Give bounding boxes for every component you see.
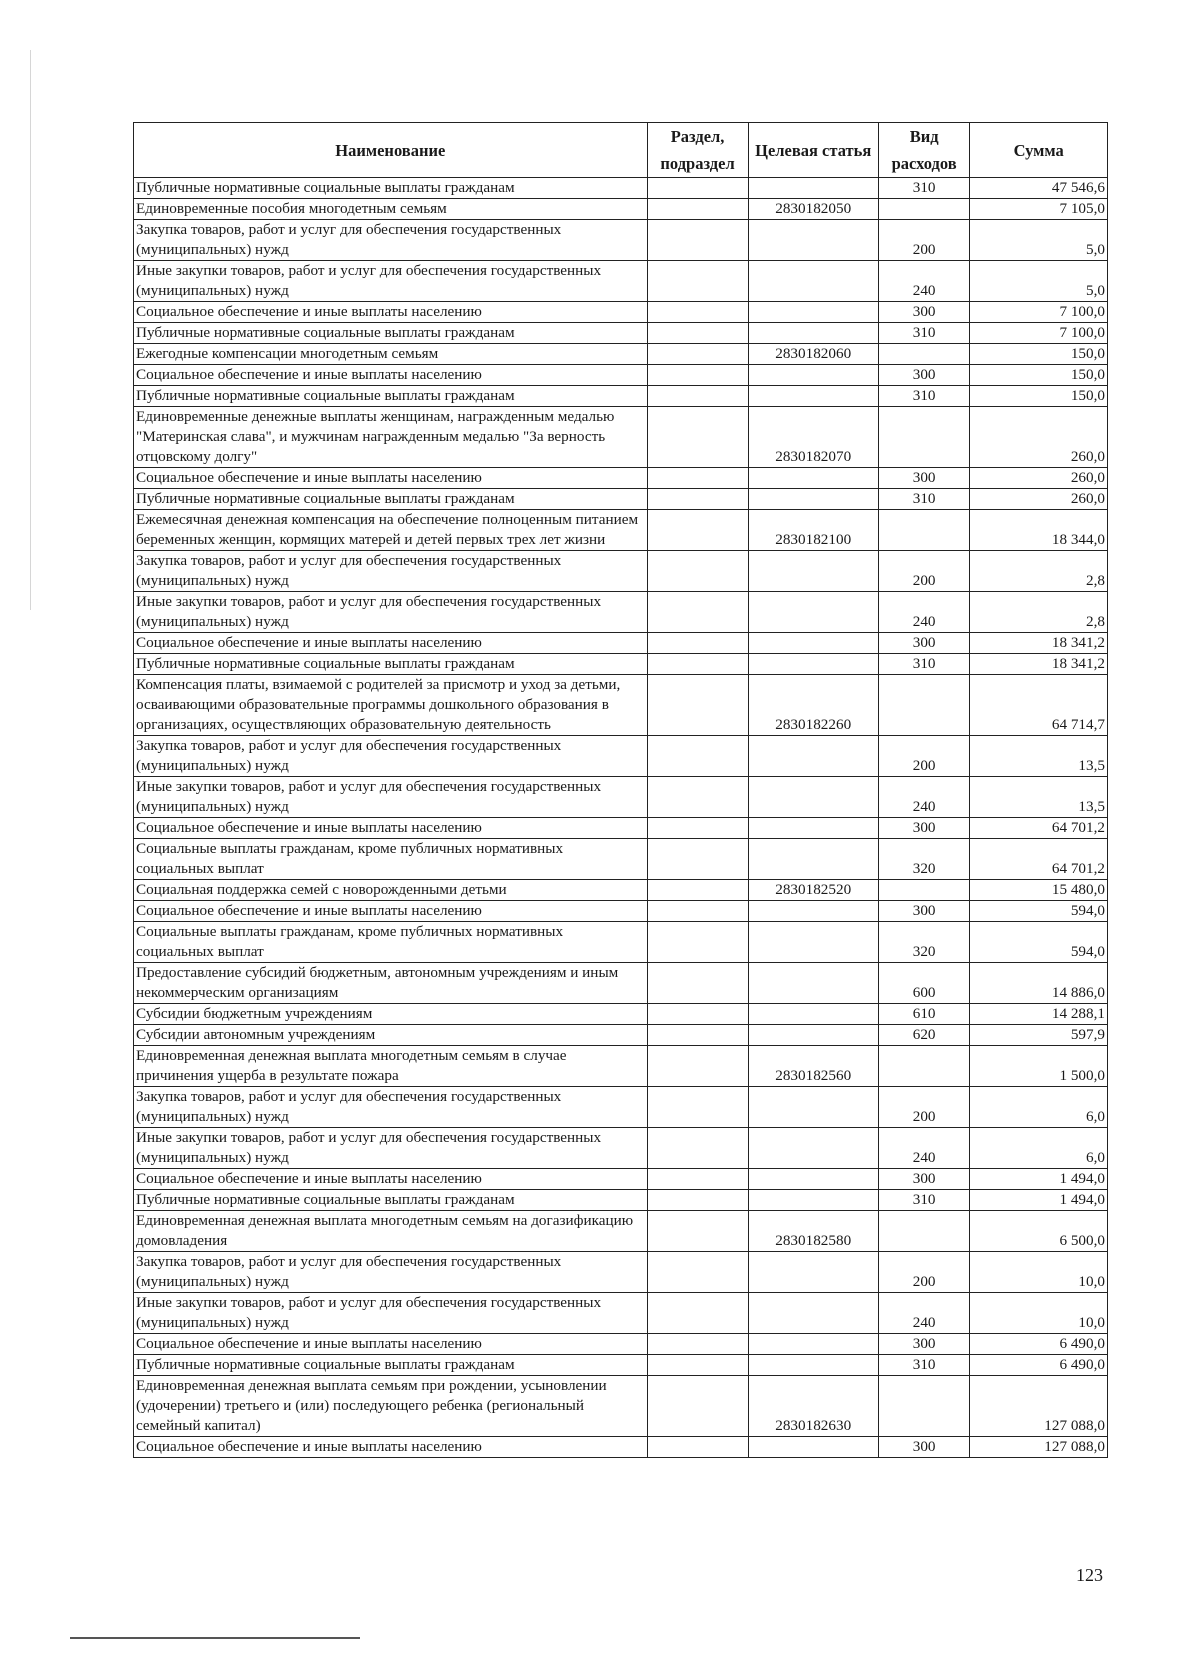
cell-section bbox=[647, 1025, 748, 1046]
cell-article: 2830182630 bbox=[748, 1376, 878, 1437]
cell-article bbox=[748, 1169, 878, 1190]
cell-sum: 2,8 bbox=[970, 551, 1108, 592]
cell-article: 2830182060 bbox=[748, 344, 878, 365]
cell-article: 2830182560 bbox=[748, 1046, 878, 1087]
cell-sum: 14 288,1 bbox=[970, 1004, 1108, 1025]
table-header-row bbox=[134, 123, 1108, 178]
cell-type: 610 bbox=[878, 1004, 970, 1025]
cell-name: Ежегодные компенсации многодетным семьям bbox=[134, 344, 648, 365]
table-row bbox=[134, 736, 1108, 777]
table-row bbox=[134, 1293, 1108, 1334]
table-row bbox=[134, 261, 1108, 302]
cell-name: Единовременные пособия многодетным семьям bbox=[134, 199, 648, 220]
cell-type: 200 bbox=[878, 551, 970, 592]
table-row bbox=[134, 489, 1108, 510]
cell-type: 310 bbox=[878, 386, 970, 407]
cell-article bbox=[748, 963, 878, 1004]
table-row bbox=[134, 1046, 1108, 1087]
cell-section bbox=[647, 633, 748, 654]
cell-article bbox=[748, 1087, 878, 1128]
table-row bbox=[134, 1334, 1108, 1355]
cell-section bbox=[647, 1334, 748, 1355]
cell-name: Иные закупки товаров, работ и услуг для обеспечения государственных (муниципальных) нужд bbox=[134, 1128, 648, 1169]
cell-section bbox=[647, 344, 748, 365]
cell-article bbox=[748, 901, 878, 922]
cell-article bbox=[748, 323, 878, 344]
cell-type: 310 bbox=[878, 1355, 970, 1376]
cell-article bbox=[748, 1437, 878, 1458]
cell-name: Компенсация платы, взимаемой с родителей за присмотр и уход за детьми, осваивающими образовательные программы дошкольного образования в организациях, осуществляющих образовательную деятельность bbox=[134, 675, 648, 736]
cell-name: Ежемесячная денежная компенсация на обеспечение полноценным питанием беременных женщин, кормящих матерей и детей первых трех лет жизни bbox=[134, 510, 648, 551]
cell-type bbox=[878, 344, 970, 365]
cell-name: Социальное обеспечение и иные выплаты населению bbox=[134, 1437, 648, 1458]
cell-article bbox=[748, 633, 878, 654]
cell-type: 300 bbox=[878, 1334, 970, 1355]
cell-sum: 597,9 bbox=[970, 1025, 1108, 1046]
cell-type: 300 bbox=[878, 468, 970, 489]
table-row bbox=[134, 963, 1108, 1004]
cell-name: Социальное обеспечение и иные выплаты населению bbox=[134, 365, 648, 386]
cell-section bbox=[647, 1355, 748, 1376]
cell-name: Субсидии бюджетным учреждениям bbox=[134, 1004, 648, 1025]
cell-article bbox=[748, 1025, 878, 1046]
cell-sum: 5,0 bbox=[970, 261, 1108, 302]
cell-name: Иные закупки товаров, работ и услуг для обеспечения государственных (муниципальных) нужд bbox=[134, 592, 648, 633]
table-row bbox=[134, 1211, 1108, 1252]
budget-table bbox=[133, 122, 1108, 1458]
header-article: Целевая статья bbox=[748, 123, 878, 178]
table-row bbox=[134, 1376, 1108, 1437]
cell-type: 240 bbox=[878, 1293, 970, 1334]
cell-sum: 13,5 bbox=[970, 777, 1108, 818]
cell-name: Закупка товаров, работ и услуг для обеспечения государственных (муниципальных) нужд bbox=[134, 736, 648, 777]
table-row bbox=[134, 220, 1108, 261]
cell-name: Публичные нормативные социальные выплаты гражданам bbox=[134, 386, 648, 407]
table-row bbox=[134, 1004, 1108, 1025]
cell-article: 2830182100 bbox=[748, 510, 878, 551]
cell-article bbox=[748, 1004, 878, 1025]
cell-name: Социальное обеспечение и иные выплаты населению bbox=[134, 633, 648, 654]
header-name: Наименование bbox=[134, 123, 648, 178]
cell-name: Иные закупки товаров, работ и услуг для обеспечения государственных (муниципальных) нужд bbox=[134, 777, 648, 818]
cell-type bbox=[878, 1211, 970, 1252]
cell-name: Публичные нормативные социальные выплаты гражданам bbox=[134, 654, 648, 675]
cell-name: Социальная поддержка семей с новорожденными детьми bbox=[134, 880, 648, 901]
cell-section bbox=[647, 1376, 748, 1437]
header-type: Вид расходов bbox=[878, 123, 970, 178]
cell-article bbox=[748, 178, 878, 199]
table-row bbox=[134, 407, 1108, 468]
cell-type: 200 bbox=[878, 1087, 970, 1128]
cell-sum: 18 341,2 bbox=[970, 654, 1108, 675]
table-row bbox=[134, 633, 1108, 654]
cell-name: Социальное обеспечение и иные выплаты населению bbox=[134, 1334, 648, 1355]
table-row bbox=[134, 468, 1108, 489]
cell-sum: 18 341,2 bbox=[970, 633, 1108, 654]
table-row bbox=[134, 654, 1108, 675]
table-row bbox=[134, 1190, 1108, 1211]
cell-type bbox=[878, 510, 970, 551]
cell-type: 200 bbox=[878, 220, 970, 261]
cell-article bbox=[748, 839, 878, 880]
cell-sum: 7 105,0 bbox=[970, 199, 1108, 220]
cell-sum: 10,0 bbox=[970, 1293, 1108, 1334]
cell-type: 600 bbox=[878, 963, 970, 1004]
cell-sum: 6,0 bbox=[970, 1128, 1108, 1169]
cell-sum: 6 490,0 bbox=[970, 1334, 1108, 1355]
cell-sum: 150,0 bbox=[970, 365, 1108, 386]
cell-section bbox=[647, 592, 748, 633]
cell-type: 240 bbox=[878, 592, 970, 633]
cell-section bbox=[647, 510, 748, 551]
cell-article bbox=[748, 1293, 878, 1334]
cell-sum: 7 100,0 bbox=[970, 323, 1108, 344]
table-row bbox=[134, 551, 1108, 592]
cell-name: Единовременные денежные выплаты женщинам, награжденным медалью "Материнская слава", и мужчинам награжденным медалью "За верность отцовскому долгу" bbox=[134, 407, 648, 468]
cell-section bbox=[647, 1128, 748, 1169]
cell-sum: 150,0 bbox=[970, 386, 1108, 407]
cell-name: Предоставление субсидий бюджетным, автономным учреждениям и иным некоммерческим организациям bbox=[134, 963, 648, 1004]
cell-type bbox=[878, 407, 970, 468]
table-row bbox=[134, 178, 1108, 199]
cell-article bbox=[748, 818, 878, 839]
table-row bbox=[134, 901, 1108, 922]
cell-section bbox=[647, 1437, 748, 1458]
table-row bbox=[134, 1437, 1108, 1458]
cell-sum: 47 546,6 bbox=[970, 178, 1108, 199]
cell-article: 2830182580 bbox=[748, 1211, 878, 1252]
cell-section bbox=[647, 323, 748, 344]
cell-type: 300 bbox=[878, 365, 970, 386]
table-row bbox=[134, 1087, 1108, 1128]
cell-name: Социальное обеспечение и иные выплаты населению bbox=[134, 302, 648, 323]
cell-sum: 594,0 bbox=[970, 922, 1108, 963]
cell-name: Закупка товаров, работ и услуг для обеспечения государственных (муниципальных) нужд bbox=[134, 220, 648, 261]
cell-sum: 127 088,0 bbox=[970, 1376, 1108, 1437]
cell-name: Социальное обеспечение и иные выплаты населению bbox=[134, 901, 648, 922]
cell-type: 310 bbox=[878, 323, 970, 344]
cell-type: 200 bbox=[878, 1252, 970, 1293]
cell-type bbox=[878, 199, 970, 220]
table-row bbox=[134, 344, 1108, 365]
cell-section bbox=[647, 963, 748, 1004]
cell-article bbox=[748, 1190, 878, 1211]
cell-type: 300 bbox=[878, 302, 970, 323]
cell-sum: 1 500,0 bbox=[970, 1046, 1108, 1087]
cell-sum: 13,5 bbox=[970, 736, 1108, 777]
cell-sum: 594,0 bbox=[970, 901, 1108, 922]
table-row bbox=[134, 365, 1108, 386]
cell-section bbox=[647, 1190, 748, 1211]
table-row bbox=[134, 302, 1108, 323]
page-number: 123 bbox=[1076, 1565, 1103, 1585]
cell-article bbox=[748, 922, 878, 963]
cell-sum: 10,0 bbox=[970, 1252, 1108, 1293]
cell-name: Единовременная денежная выплата семьям при рождении, усыновлении (удочерении) третьего и (или) последующего ребенка (региональный семейный капитал) bbox=[134, 1376, 648, 1437]
cell-sum: 15 480,0 bbox=[970, 880, 1108, 901]
cell-section bbox=[647, 178, 748, 199]
table-row bbox=[134, 592, 1108, 633]
cell-name: Социальное обеспечение и иные выплаты населению bbox=[134, 818, 648, 839]
cell-article bbox=[748, 489, 878, 510]
cell-type: 320 bbox=[878, 839, 970, 880]
cell-article bbox=[748, 1355, 878, 1376]
table-row bbox=[134, 777, 1108, 818]
cell-section bbox=[647, 1046, 748, 1087]
cell-name: Иные закупки товаров, работ и услуг для обеспечения государственных (муниципальных) нужд bbox=[134, 261, 648, 302]
cell-type bbox=[878, 1376, 970, 1437]
cell-name: Единовременная денежная выплата многодетным семьям в случае причинения ущерба в результате пожара bbox=[134, 1046, 648, 1087]
cell-sum: 6 500,0 bbox=[970, 1211, 1108, 1252]
cell-type: 240 bbox=[878, 1128, 970, 1169]
cell-section bbox=[647, 199, 748, 220]
cell-section bbox=[647, 675, 748, 736]
cell-section bbox=[647, 386, 748, 407]
cell-name: Субсидии автономным учреждениям bbox=[134, 1025, 648, 1046]
table-row bbox=[134, 839, 1108, 880]
cell-type: 240 bbox=[878, 261, 970, 302]
cell-name: Закупка товаров, работ и услуг для обеспечения государственных (муниципальных) нужд bbox=[134, 551, 648, 592]
cell-article bbox=[748, 220, 878, 261]
table-row bbox=[134, 386, 1108, 407]
cell-article bbox=[748, 592, 878, 633]
cell-sum: 260,0 bbox=[970, 489, 1108, 510]
cell-section bbox=[647, 261, 748, 302]
cell-sum: 64 701,2 bbox=[970, 839, 1108, 880]
cell-article bbox=[748, 302, 878, 323]
cell-sum: 18 344,0 bbox=[970, 510, 1108, 551]
cell-type: 300 bbox=[878, 901, 970, 922]
cell-article bbox=[748, 365, 878, 386]
cell-article bbox=[748, 736, 878, 777]
cell-section bbox=[647, 1087, 748, 1128]
cell-article: 2830182050 bbox=[748, 199, 878, 220]
cell-type: 320 bbox=[878, 922, 970, 963]
cell-name: Социальные выплаты гражданам, кроме публичных нормативных социальных выплат bbox=[134, 839, 648, 880]
cell-article bbox=[748, 654, 878, 675]
cell-name: Публичные нормативные социальные выплаты гражданам bbox=[134, 178, 648, 199]
cell-type: 300 bbox=[878, 1169, 970, 1190]
cell-name: Иные закупки товаров, работ и услуг для обеспечения государственных (муниципальных) нужд bbox=[134, 1293, 648, 1334]
cell-type bbox=[878, 675, 970, 736]
cell-article bbox=[748, 777, 878, 818]
cell-article bbox=[748, 386, 878, 407]
cell-name: Социальное обеспечение и иные выплаты населению bbox=[134, 468, 648, 489]
cell-sum: 260,0 bbox=[970, 468, 1108, 489]
cell-type: 300 bbox=[878, 1437, 970, 1458]
cell-section bbox=[647, 1293, 748, 1334]
cell-type: 300 bbox=[878, 633, 970, 654]
cell-type: 200 bbox=[878, 736, 970, 777]
cell-sum: 64 714,7 bbox=[970, 675, 1108, 736]
cell-sum: 7 100,0 bbox=[970, 302, 1108, 323]
cell-article bbox=[748, 551, 878, 592]
table-row bbox=[134, 199, 1108, 220]
cell-sum: 14 886,0 bbox=[970, 963, 1108, 1004]
cell-section bbox=[647, 839, 748, 880]
cell-sum: 64 701,2 bbox=[970, 818, 1108, 839]
table-row bbox=[134, 510, 1108, 551]
cell-sum: 5,0 bbox=[970, 220, 1108, 261]
cell-section bbox=[647, 880, 748, 901]
cell-type: 620 bbox=[878, 1025, 970, 1046]
cell-section bbox=[647, 407, 748, 468]
cell-sum: 1 494,0 bbox=[970, 1169, 1108, 1190]
cell-sum: 2,8 bbox=[970, 592, 1108, 633]
cell-name: Публичные нормативные социальные выплаты гражданам bbox=[134, 323, 648, 344]
cell-article bbox=[748, 1252, 878, 1293]
cell-name: Социальные выплаты гражданам, кроме публичных нормативных социальных выплат bbox=[134, 922, 648, 963]
cell-name: Публичные нормативные социальные выплаты гражданам bbox=[134, 1355, 648, 1376]
table-row bbox=[134, 1252, 1108, 1293]
cell-section bbox=[647, 489, 748, 510]
header-sum: Сумма bbox=[970, 123, 1108, 178]
cell-section bbox=[647, 1004, 748, 1025]
table-row bbox=[134, 1355, 1108, 1376]
cell-sum: 1 494,0 bbox=[970, 1190, 1108, 1211]
cell-type: 310 bbox=[878, 178, 970, 199]
table-row bbox=[134, 323, 1108, 344]
cell-section bbox=[647, 220, 748, 261]
scan-margin-line bbox=[30, 50, 31, 610]
cell-name: Публичные нормативные социальные выплаты гражданам bbox=[134, 1190, 648, 1211]
cell-article bbox=[748, 468, 878, 489]
table-row bbox=[134, 818, 1108, 839]
cell-section bbox=[647, 1211, 748, 1252]
cell-article: 2830182520 bbox=[748, 880, 878, 901]
cell-type bbox=[878, 880, 970, 901]
cell-name: Закупка товаров, работ и услуг для обеспечения государственных (муниципальных) нужд bbox=[134, 1252, 648, 1293]
cell-article bbox=[748, 1128, 878, 1169]
cell-name: Закупка товаров, работ и услуг для обеспечения государственных (муниципальных) нужд bbox=[134, 1087, 648, 1128]
cell-section bbox=[647, 901, 748, 922]
bottom-rule bbox=[70, 1637, 360, 1639]
cell-article bbox=[748, 1334, 878, 1355]
cell-section bbox=[647, 302, 748, 323]
cell-type: 310 bbox=[878, 1190, 970, 1211]
table-body bbox=[134, 178, 1108, 1458]
table-row bbox=[134, 1128, 1108, 1169]
table-row bbox=[134, 922, 1108, 963]
table-row bbox=[134, 1169, 1108, 1190]
cell-section bbox=[647, 654, 748, 675]
cell-article bbox=[748, 261, 878, 302]
cell-article: 2830182260 bbox=[748, 675, 878, 736]
cell-section bbox=[647, 922, 748, 963]
table-row bbox=[134, 675, 1108, 736]
cell-type: 300 bbox=[878, 818, 970, 839]
cell-type: 240 bbox=[878, 777, 970, 818]
cell-sum: 150,0 bbox=[970, 344, 1108, 365]
cell-type: 310 bbox=[878, 654, 970, 675]
table-row bbox=[134, 880, 1108, 901]
cell-sum: 127 088,0 bbox=[970, 1437, 1108, 1458]
cell-sum: 260,0 bbox=[970, 407, 1108, 468]
cell-name: Единовременная денежная выплата многодетным семьям на догазификацию домовладения bbox=[134, 1211, 648, 1252]
header-section: Раздел, подраздел bbox=[647, 123, 748, 178]
cell-sum: 6,0 bbox=[970, 1087, 1108, 1128]
cell-section bbox=[647, 736, 748, 777]
cell-section bbox=[647, 1252, 748, 1293]
cell-name: Социальное обеспечение и иные выплаты населению bbox=[134, 1169, 648, 1190]
cell-name: Публичные нормативные социальные выплаты гражданам bbox=[134, 489, 648, 510]
cell-article: 2830182070 bbox=[748, 407, 878, 468]
cell-section bbox=[647, 468, 748, 489]
cell-type: 310 bbox=[878, 489, 970, 510]
cell-section bbox=[647, 365, 748, 386]
cell-section bbox=[647, 777, 748, 818]
cell-section bbox=[647, 551, 748, 592]
cell-section bbox=[647, 1169, 748, 1190]
cell-sum: 6 490,0 bbox=[970, 1355, 1108, 1376]
cell-type bbox=[878, 1046, 970, 1087]
cell-section bbox=[647, 818, 748, 839]
table-row bbox=[134, 1025, 1108, 1046]
